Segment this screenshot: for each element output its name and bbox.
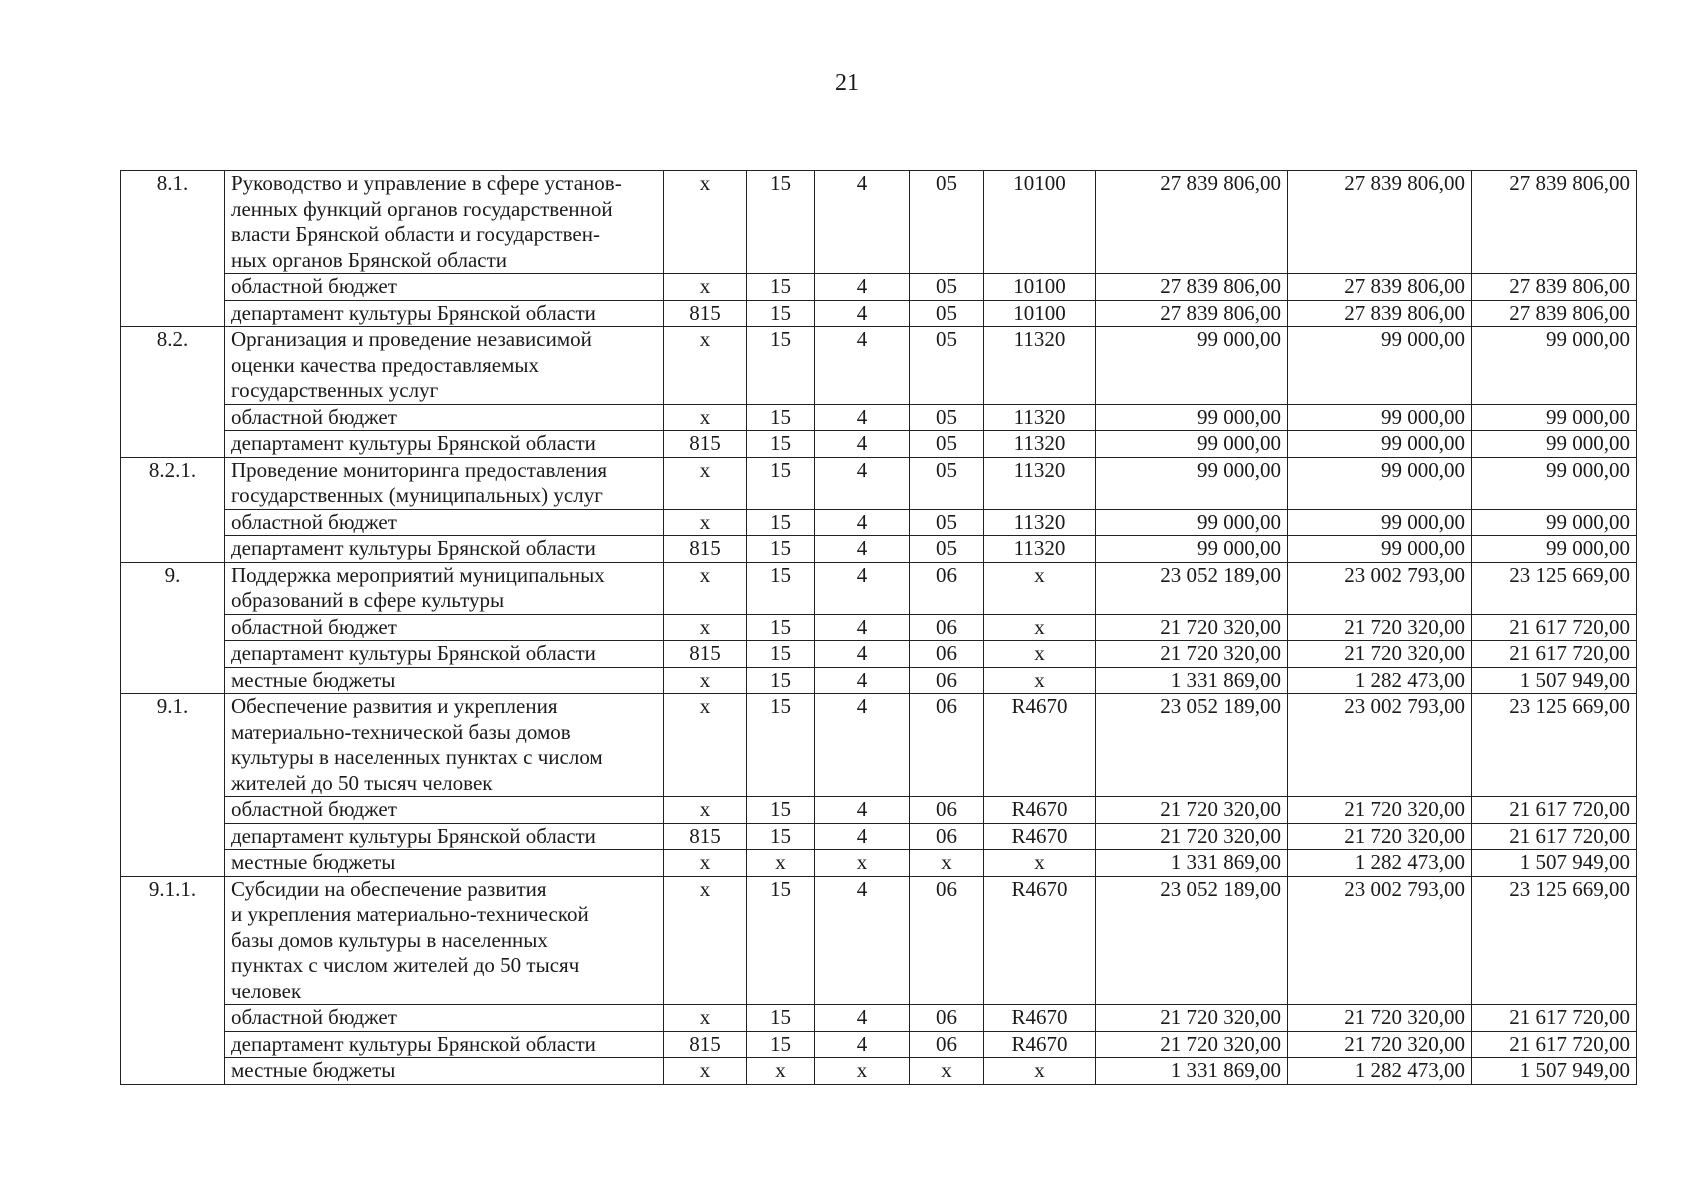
cell-subprogram-code: 4 <box>815 797 910 824</box>
cell-amount-year3: 21 617 720,00 <box>1472 614 1637 641</box>
cell-amount-year3: 27 839 806,00 <box>1472 274 1637 301</box>
cell-event-code: 05 <box>910 171 984 274</box>
cell-program-code: х <box>747 850 815 877</box>
cell-direction-code: х <box>984 614 1096 641</box>
cell-amount-year1: 21 720 320,00 <box>1096 823 1288 850</box>
cell-direction-code: х <box>984 667 1096 694</box>
cell-amount-year2: 99 000,00 <box>1288 431 1472 458</box>
table-row <box>121 876 1637 1005</box>
cell-subprogram-code: 4 <box>815 823 910 850</box>
cell-direction-code: R4670 <box>984 876 1096 1005</box>
cell-program-code: 15 <box>747 536 815 563</box>
cell-event-code: 05 <box>910 404 984 431</box>
cell-event-code: х <box>910 1058 984 1085</box>
cell-amount-year2: 1 282 473,00 <box>1288 667 1472 694</box>
cell-amount-year1: 21 720 320,00 <box>1096 1005 1288 1032</box>
cell-admin-code: х <box>664 694 747 797</box>
cell-direction-code: х <box>984 1058 1096 1085</box>
cell-event-code: 05 <box>910 509 984 536</box>
cell-subprogram-code: 4 <box>815 562 910 614</box>
cell-event-code: 06 <box>910 1005 984 1032</box>
cell-amount-year3: 99 000,00 <box>1472 431 1637 458</box>
cell-item-name: департамент культуры Брянской области <box>225 300 664 327</box>
cell-amount-year3: 27 839 806,00 <box>1472 171 1637 274</box>
cell-amount-year1: 99 000,00 <box>1096 404 1288 431</box>
cell-amount-year2: 99 000,00 <box>1288 509 1472 536</box>
cell-program-code: 15 <box>747 823 815 850</box>
cell-subprogram-code: 4 <box>815 641 910 668</box>
cell-subprogram-code: 4 <box>815 509 910 536</box>
cell-amount-year3: 21 617 720,00 <box>1472 823 1637 850</box>
table-row <box>121 431 1637 458</box>
cell-admin-code: х <box>664 274 747 301</box>
cell-amount-year2: 99 000,00 <box>1288 457 1472 509</box>
cell-amount-year1: 99 000,00 <box>1096 509 1288 536</box>
cell-admin-code: х <box>664 850 747 877</box>
cell-subprogram-code: 4 <box>815 431 910 458</box>
cell-program-code: х <box>747 1058 815 1085</box>
cell-event-code: 06 <box>910 614 984 641</box>
cell-amount-year2: 27 839 806,00 <box>1288 171 1472 274</box>
cell-admin-code: х <box>664 457 747 509</box>
cell-direction-code: 10100 <box>984 171 1096 274</box>
cell-amount-year2: 23 002 793,00 <box>1288 694 1472 797</box>
cell-admin-code: х <box>664 562 747 614</box>
cell-subprogram-code: 4 <box>815 614 910 641</box>
page-number: 21 <box>835 70 859 96</box>
cell-event-code: 06 <box>910 694 984 797</box>
cell-subprogram-code: 4 <box>815 1005 910 1032</box>
cell-amount-year1: 99 000,00 <box>1096 457 1288 509</box>
cell-admin-code: х <box>664 509 747 536</box>
cell-amount-year3: 99 000,00 <box>1472 536 1637 563</box>
cell-item-number: 9. <box>121 562 225 694</box>
cell-event-code: 05 <box>910 536 984 563</box>
table-row <box>121 1058 1637 1085</box>
cell-amount-year2: 27 839 806,00 <box>1288 274 1472 301</box>
cell-admin-code: х <box>664 876 747 1005</box>
cell-program-code: 15 <box>747 641 815 668</box>
cell-admin-code: 815 <box>664 431 747 458</box>
table-row <box>121 457 1637 509</box>
table-row <box>121 694 1637 797</box>
table-row <box>121 404 1637 431</box>
cell-subprogram-code: 4 <box>815 300 910 327</box>
cell-amount-year3: 21 617 720,00 <box>1472 1005 1637 1032</box>
cell-direction-code: R4670 <box>984 1031 1096 1058</box>
cell-amount-year1: 27 839 806,00 <box>1096 300 1288 327</box>
table-row <box>121 562 1637 614</box>
table-row <box>121 667 1637 694</box>
cell-subprogram-code: 4 <box>815 536 910 563</box>
cell-subprogram-code: 4 <box>815 694 910 797</box>
cell-direction-code: 10100 <box>984 274 1096 301</box>
cell-program-code: 15 <box>747 1031 815 1058</box>
cell-amount-year2: 21 720 320,00 <box>1288 614 1472 641</box>
cell-program-code: 15 <box>747 562 815 614</box>
cell-amount-year1: 21 720 320,00 <box>1096 614 1288 641</box>
cell-program-code: 15 <box>747 327 815 405</box>
cell-amount-year3: 1 507 949,00 <box>1472 850 1637 877</box>
cell-amount-year1: 27 839 806,00 <box>1096 171 1288 274</box>
cell-item-name: местные бюджеты <box>225 1058 664 1085</box>
cell-amount-year3: 23 125 669,00 <box>1472 562 1637 614</box>
cell-subprogram-code: 4 <box>815 876 910 1005</box>
cell-amount-year3: 23 125 669,00 <box>1472 876 1637 1005</box>
cell-program-code: 15 <box>747 667 815 694</box>
table-row <box>121 797 1637 824</box>
cell-item-name: местные бюджеты <box>225 667 664 694</box>
cell-amount-year1: 27 839 806,00 <box>1096 274 1288 301</box>
cell-subprogram-code: 4 <box>815 327 910 405</box>
cell-item-name: Организация и проведение независимой оценки качества предоставляемых государственных услуг <box>225 327 664 405</box>
table-row <box>121 1005 1637 1032</box>
cell-program-code: 15 <box>747 300 815 327</box>
table-row <box>121 171 1637 274</box>
table-row <box>121 823 1637 850</box>
cell-program-code: 15 <box>747 614 815 641</box>
cell-amount-year2: 27 839 806,00 <box>1288 300 1472 327</box>
cell-amount-year1: 21 720 320,00 <box>1096 1031 1288 1058</box>
table-row <box>121 274 1637 301</box>
cell-admin-code: 815 <box>664 641 747 668</box>
cell-direction-code: 11320 <box>984 457 1096 509</box>
cell-admin-code: 815 <box>664 536 747 563</box>
cell-admin-code: х <box>664 797 747 824</box>
cell-item-name: областной бюджет <box>225 1005 664 1032</box>
cell-event-code: 05 <box>910 327 984 405</box>
cell-program-code: 15 <box>747 404 815 431</box>
cell-direction-code: R4670 <box>984 1005 1096 1032</box>
cell-amount-year1: 21 720 320,00 <box>1096 797 1288 824</box>
cell-admin-code: х <box>664 614 747 641</box>
cell-admin-code: 815 <box>664 823 747 850</box>
cell-item-name: областной бюджет <box>225 274 664 301</box>
cell-program-code: 15 <box>747 876 815 1005</box>
cell-amount-year3: 21 617 720,00 <box>1472 641 1637 668</box>
cell-direction-code: х <box>984 641 1096 668</box>
cell-amount-year1: 1 331 869,00 <box>1096 850 1288 877</box>
table-row <box>121 1031 1637 1058</box>
cell-program-code: 15 <box>747 694 815 797</box>
cell-item-name: департамент культуры Брянской области <box>225 1031 664 1058</box>
cell-item-name: областной бюджет <box>225 404 664 431</box>
cell-event-code: 05 <box>910 457 984 509</box>
table-row <box>121 850 1637 877</box>
cell-program-code: 15 <box>747 274 815 301</box>
cell-direction-code: R4670 <box>984 797 1096 824</box>
cell-amount-year2: 21 720 320,00 <box>1288 1031 1472 1058</box>
cell-item-name: Обеспечение развития и укрепления материально-технической базы домов культуры в населенных пунктах с числом жителей до 50 тысяч человек <box>225 694 664 797</box>
cell-admin-code: х <box>664 1005 747 1032</box>
cell-amount-year2: 23 002 793,00 <box>1288 562 1472 614</box>
cell-subprogram-code: 4 <box>815 404 910 431</box>
cell-program-code: 15 <box>747 431 815 458</box>
cell-amount-year3: 99 000,00 <box>1472 404 1637 431</box>
cell-item-name: областной бюджет <box>225 797 664 824</box>
table-row <box>121 327 1637 405</box>
cell-event-code: 06 <box>910 1031 984 1058</box>
cell-amount-year1: 23 052 189,00 <box>1096 562 1288 614</box>
cell-subprogram-code: х <box>815 1058 910 1085</box>
cell-event-code: 05 <box>910 300 984 327</box>
cell-event-code: 06 <box>910 876 984 1005</box>
cell-event-code: 06 <box>910 641 984 668</box>
table-row <box>121 614 1637 641</box>
budget-table <box>120 170 1637 1085</box>
cell-amount-year2: 1 282 473,00 <box>1288 1058 1472 1085</box>
cell-item-name: Поддержка мероприятий муниципальных образований в сфере культуры <box>225 562 664 614</box>
cell-amount-year2: 21 720 320,00 <box>1288 823 1472 850</box>
cell-amount-year1: 1 331 869,00 <box>1096 1058 1288 1085</box>
cell-direction-code: 11320 <box>984 509 1096 536</box>
cell-amount-year2: 99 000,00 <box>1288 327 1472 405</box>
cell-admin-code: х <box>664 667 747 694</box>
table-body <box>121 171 1637 1085</box>
cell-amount-year2: 99 000,00 <box>1288 404 1472 431</box>
cell-item-number: 9.1.1. <box>121 876 225 1084</box>
cell-item-name: департамент культуры Брянской области <box>225 431 664 458</box>
cell-item-name: департамент культуры Брянской области <box>225 536 664 563</box>
cell-amount-year3: 99 000,00 <box>1472 457 1637 509</box>
cell-direction-code: 10100 <box>984 300 1096 327</box>
cell-program-code: 15 <box>747 797 815 824</box>
cell-event-code: 06 <box>910 823 984 850</box>
cell-program-code: 15 <box>747 1005 815 1032</box>
cell-amount-year2: 21 720 320,00 <box>1288 641 1472 668</box>
cell-admin-code: 815 <box>664 1031 747 1058</box>
cell-direction-code: R4670 <box>984 694 1096 797</box>
cell-direction-code: 11320 <box>984 404 1096 431</box>
cell-event-code: 06 <box>910 562 984 614</box>
cell-subprogram-code: 4 <box>815 171 910 274</box>
cell-direction-code: х <box>984 562 1096 614</box>
cell-amount-year1: 99 000,00 <box>1096 327 1288 405</box>
cell-amount-year1: 23 052 189,00 <box>1096 876 1288 1005</box>
cell-amount-year3: 99 000,00 <box>1472 509 1637 536</box>
cell-amount-year1: 23 052 189,00 <box>1096 694 1288 797</box>
cell-amount-year1: 99 000,00 <box>1096 536 1288 563</box>
cell-program-code: 15 <box>747 457 815 509</box>
cell-amount-year2: 1 282 473,00 <box>1288 850 1472 877</box>
cell-item-name: местные бюджеты <box>225 850 664 877</box>
cell-event-code: 06 <box>910 667 984 694</box>
cell-admin-code: 815 <box>664 300 747 327</box>
cell-admin-code: х <box>664 404 747 431</box>
cell-amount-year3: 23 125 669,00 <box>1472 694 1637 797</box>
cell-amount-year3: 1 507 949,00 <box>1472 1058 1637 1085</box>
cell-item-name: областной бюджет <box>225 509 664 536</box>
cell-amount-year3: 27 839 806,00 <box>1472 300 1637 327</box>
cell-admin-code: х <box>664 171 747 274</box>
cell-item-name: Проведение мониторинга предоставления государственных (муниципальных) услуг <box>225 457 664 509</box>
cell-item-name: Руководство и управление в сфере установ- ленных функций органов государственной власти Брянской области и государствен- ных органов Брянской области <box>225 171 664 274</box>
cell-subprogram-code: 4 <box>815 274 910 301</box>
cell-program-code: 15 <box>747 509 815 536</box>
cell-item-number: 8.2.1. <box>121 457 225 562</box>
cell-item-number: 9.1. <box>121 694 225 877</box>
cell-event-code: 05 <box>910 431 984 458</box>
cell-direction-code: 11320 <box>984 431 1096 458</box>
cell-subprogram-code: 4 <box>815 667 910 694</box>
cell-direction-code: R4670 <box>984 823 1096 850</box>
cell-amount-year1: 99 000,00 <box>1096 431 1288 458</box>
cell-amount-year1: 21 720 320,00 <box>1096 641 1288 668</box>
cell-subprogram-code: х <box>815 850 910 877</box>
cell-amount-year3: 21 617 720,00 <box>1472 1031 1637 1058</box>
cell-item-name: областной бюджет <box>225 614 664 641</box>
cell-admin-code: х <box>664 327 747 405</box>
cell-amount-year2: 99 000,00 <box>1288 536 1472 563</box>
cell-item-name: департамент культуры Брянской области <box>225 641 664 668</box>
cell-event-code: х <box>910 850 984 877</box>
cell-amount-year3: 1 507 949,00 <box>1472 667 1637 694</box>
cell-direction-code: 11320 <box>984 327 1096 405</box>
cell-direction-code: 11320 <box>984 536 1096 563</box>
cell-item-name: департамент культуры Брянской области <box>225 823 664 850</box>
table-row <box>121 641 1637 668</box>
cell-amount-year3: 99 000,00 <box>1472 327 1637 405</box>
cell-program-code: 15 <box>747 171 815 274</box>
cell-subprogram-code: 4 <box>815 1031 910 1058</box>
table-row <box>121 509 1637 536</box>
cell-item-number: 8.1. <box>121 171 225 327</box>
table-row <box>121 536 1637 563</box>
cell-item-name: Субсидии на обеспечение развития и укрепления материально-технической базы домов культуры в населенных пунктах с числом жителей до 50 тысяч человек <box>225 876 664 1005</box>
cell-direction-code: х <box>984 850 1096 877</box>
cell-amount-year1: 1 331 869,00 <box>1096 667 1288 694</box>
cell-admin-code: х <box>664 1058 747 1085</box>
cell-amount-year2: 23 002 793,00 <box>1288 876 1472 1005</box>
cell-event-code: 06 <box>910 797 984 824</box>
table-row <box>121 300 1637 327</box>
cell-amount-year2: 21 720 320,00 <box>1288 1005 1472 1032</box>
cell-amount-year2: 21 720 320,00 <box>1288 797 1472 824</box>
cell-event-code: 05 <box>910 274 984 301</box>
cell-amount-year3: 21 617 720,00 <box>1472 797 1637 824</box>
cell-item-number: 8.2. <box>121 327 225 458</box>
cell-subprogram-code: 4 <box>815 457 910 509</box>
